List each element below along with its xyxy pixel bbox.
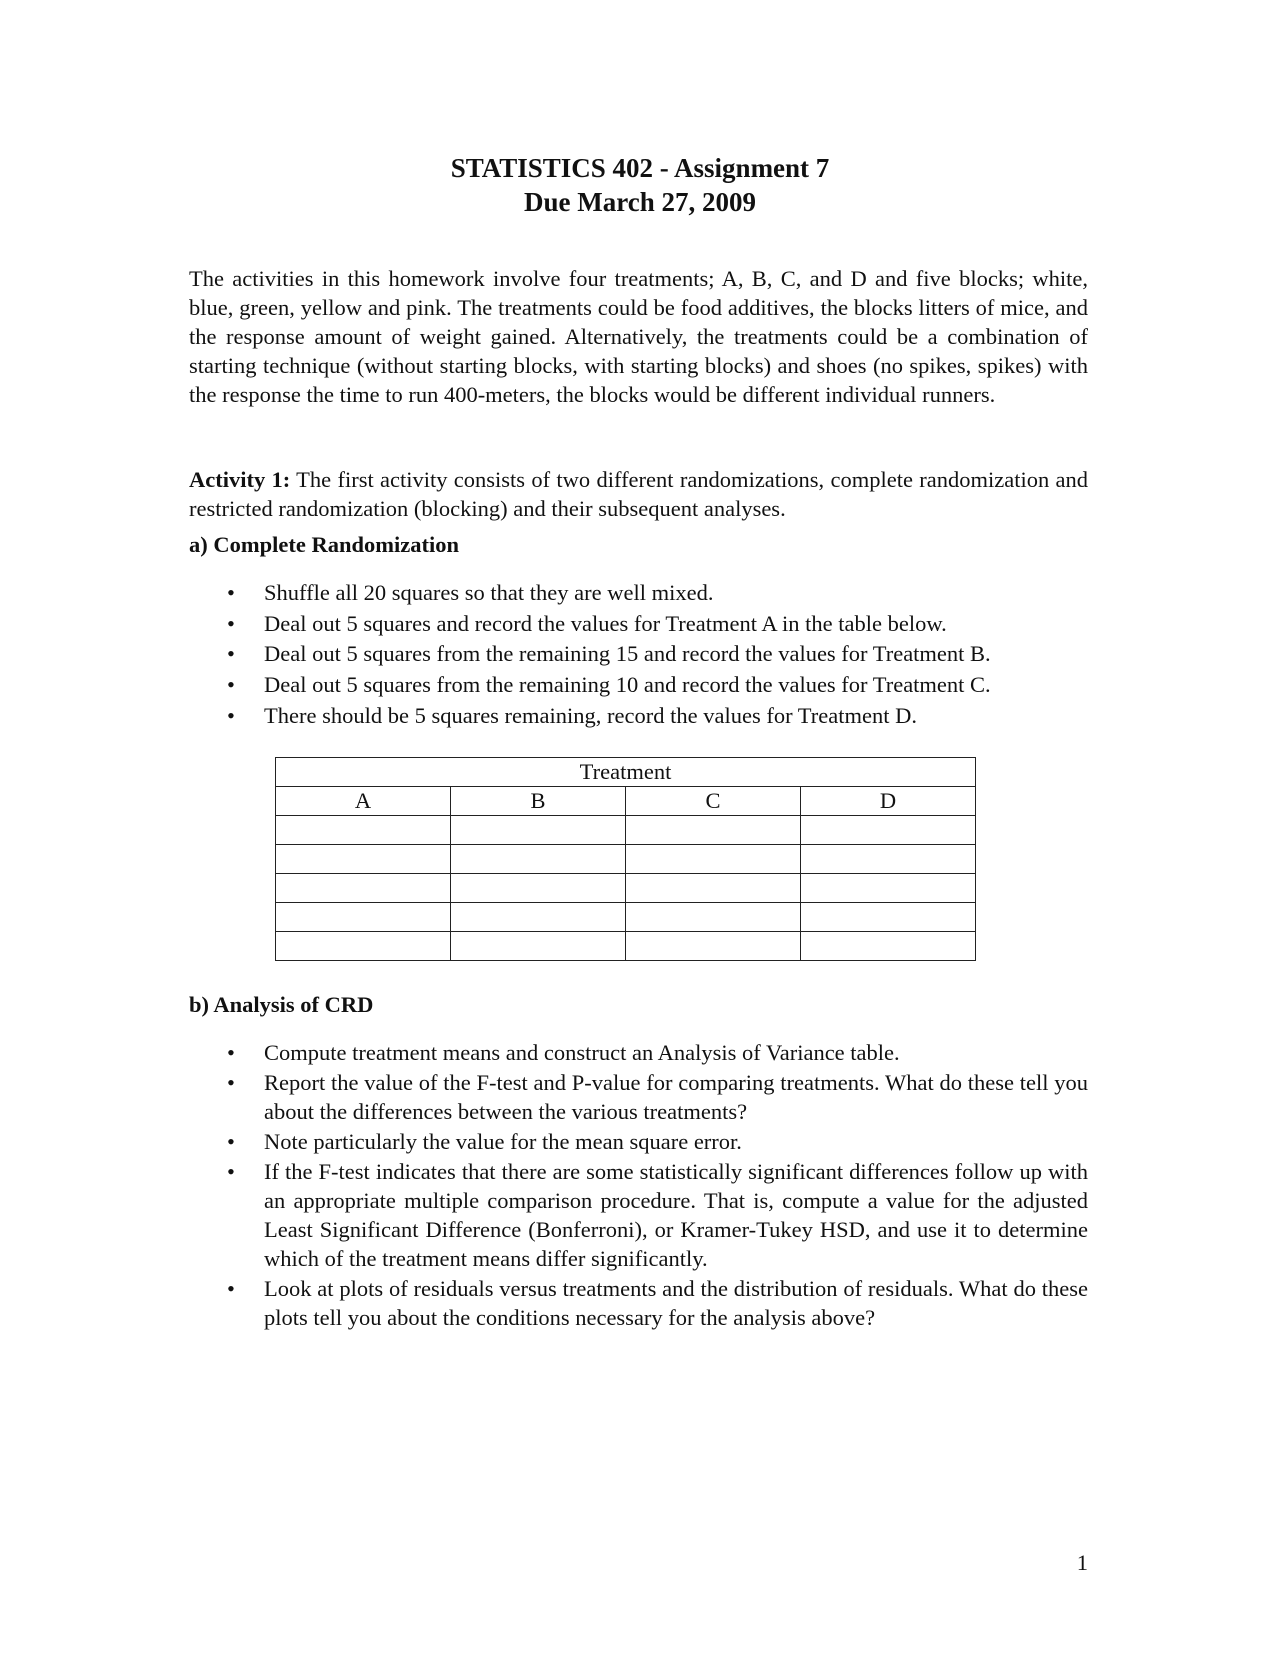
list-item: • Deal out 5 squares from the remaining 15 and record the values for Treatment B.: [189, 639, 1088, 668]
activity-1-paragraph: [189, 465, 1088, 523]
list-item: • Look at plots of residuals versus treatments and the distribution of residuals. What do these plots tell you about the conditions necessary for the analysis above?: [189, 1274, 1088, 1332]
table-cell[interactable]: [626, 816, 801, 845]
table-cell[interactable]: [801, 816, 976, 845]
table-cell[interactable]: [451, 845, 626, 874]
table-row: [276, 903, 976, 932]
table-cell[interactable]: [626, 903, 801, 932]
table-cell[interactable]: [276, 874, 451, 903]
column-header-d: D: [801, 787, 976, 816]
list-item: • If the F-test indicates that there are some statistically significant differences follow up with an appropriate multiple comparison procedure. That is, compute a value for the adjusted Least Significant Difference (Bonferroni), or Kramer-Tukey HSD, and use it to determine which of the treatment means differ significantly.: [189, 1157, 1088, 1273]
list-item: • Deal out 5 squares from the remaining 10 and record the values for Treatment C.: [189, 670, 1088, 699]
section-a-bullet-list: [189, 578, 1088, 731]
page-title: STATISTICS 402 - Assignment 7: [450, 153, 830, 183]
table-cell[interactable]: [801, 932, 976, 961]
activity-1-label: Activity 1:: [189, 466, 291, 492]
table-row: [276, 816, 976, 845]
intro-paragraph: The activities in this homework involve four treatments; A, B, C, and D and five blocks; white, blue, green, yellow and pink. The treatments could be food additives, the blocks litters of mice, and the response amount of weight gained. Alternatively, the treatments could be a combination of starting technique (without starting blocks, with starting blocks) and shoes (no spikes, spikes) with the response the time to run 400-meters, the blocks would be different individual runners.: [189, 265, 1088, 407]
table-cell[interactable]: [276, 845, 451, 874]
table-column-header-row: [276, 787, 976, 816]
column-header-b: B: [451, 787, 626, 816]
list-item: • Report the value of the F-test and P-value for comparing treatments. What do these tell you about the differences between the various treatments?: [189, 1068, 1088, 1126]
table-cell[interactable]: [451, 932, 626, 961]
table-cell[interactable]: [801, 845, 976, 874]
table-cell[interactable]: [276, 903, 451, 932]
table-cell[interactable]: [626, 845, 801, 874]
treatment-table: [275, 757, 976, 961]
activity-1-text: The first activity consists of two different randomizations, complete randomization and restricted randomization (blocking) and their subsequent analyses.: [189, 466, 1089, 521]
column-header-a: A: [276, 787, 451, 816]
table-cell[interactable]: [801, 874, 976, 903]
table-cell[interactable]: [626, 932, 801, 961]
table-row: [276, 845, 976, 874]
list-item: • Note particularly the value for the mean square error.: [189, 1127, 1088, 1156]
list-item: • Shuffle all 20 squares so that they are well mixed.: [189, 578, 1088, 607]
table-cell[interactable]: [626, 874, 801, 903]
list-item: • There should be 5 squares remaining, record the values for Treatment D.: [189, 701, 1088, 730]
table-row: [276, 932, 976, 961]
table-cell[interactable]: [801, 903, 976, 932]
page-number: 1: [1076, 1550, 1088, 1575]
list-item: • Compute treatment means and construct an Analysis of Variance table.: [189, 1038, 1088, 1067]
treatment-group-header: Treatment: [276, 758, 976, 787]
table-cell[interactable]: [451, 903, 626, 932]
table-cell[interactable]: [276, 816, 451, 845]
table-cell[interactable]: [451, 874, 626, 903]
column-header-c: C: [626, 787, 801, 816]
section-b-bullet-list: [189, 1038, 1088, 1333]
table-group-header-row: [276, 758, 976, 787]
table-cell[interactable]: [276, 932, 451, 961]
section-a-heading: a) Complete Randomization: [189, 532, 459, 557]
table-row: [276, 874, 976, 903]
list-item: • Deal out 5 squares and record the values for Treatment A in the table below.: [189, 609, 1088, 638]
due-date: Due March 27, 2009: [524, 187, 756, 217]
section-b-heading: b) Analysis of CRD: [189, 992, 374, 1017]
table-cell[interactable]: [451, 816, 626, 845]
